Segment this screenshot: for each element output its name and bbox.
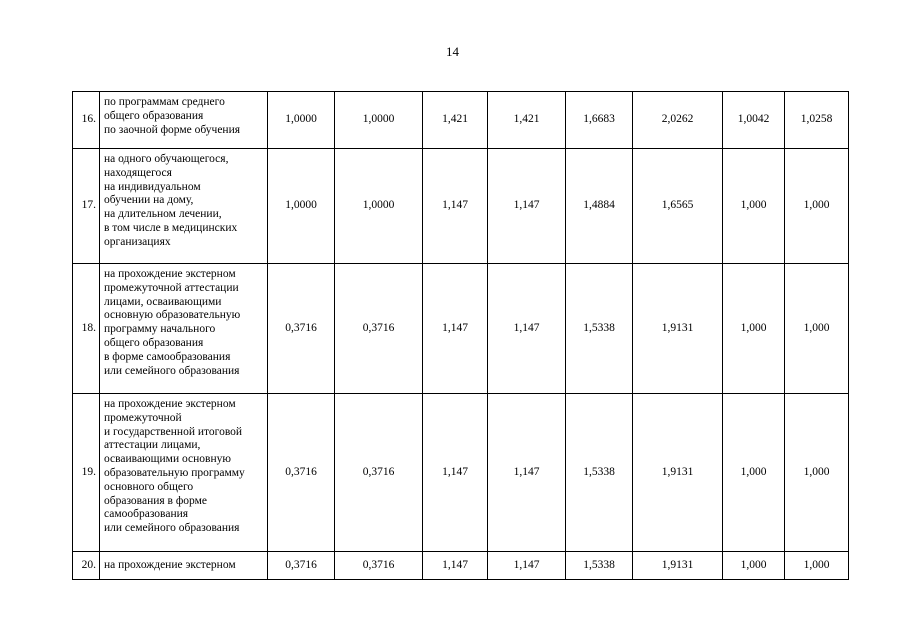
coefficient-cell: 1,000 xyxy=(723,552,785,580)
coefficient-cell: 1,6565 xyxy=(633,149,723,264)
coefficient-cell: 1,147 xyxy=(488,149,566,264)
row-label: на прохождение экстерном промежуточной аттестации лицами, осваивающими основную образовательную программу начального общего образования в форме самообразования или семейного образования xyxy=(100,264,268,394)
coefficient-cell: 1,000 xyxy=(723,394,785,552)
coefficient-cell: 1,421 xyxy=(423,92,488,149)
table-row xyxy=(73,552,849,580)
row-number: 17. xyxy=(73,149,100,264)
coefficient-cell: 1,147 xyxy=(423,264,488,394)
coefficient-cell: 1,9131 xyxy=(633,552,723,580)
row-label: по программам среднего общего образования по заочной форме обучения xyxy=(100,92,268,149)
coefficient-cell: 0,3716 xyxy=(268,264,335,394)
coefficient-cell: 1,147 xyxy=(423,149,488,264)
coefficient-cell: 1,000 xyxy=(785,149,849,264)
row-label: на одного обучающегося, находящегося на индивидуальном обучении на дому, на длительном лечении, в том числе в медицинских организациях xyxy=(100,149,268,264)
table-row xyxy=(73,92,849,149)
coefficient-cell: 1,5338 xyxy=(566,552,633,580)
coefficient-cell: 1,000 xyxy=(785,552,849,580)
coefficient-cell: 0,3716 xyxy=(268,394,335,552)
coefficient-cell: 1,5338 xyxy=(566,394,633,552)
table-row xyxy=(73,394,849,552)
coefficient-cell: 1,000 xyxy=(723,149,785,264)
coefficient-cell: 1,0000 xyxy=(335,149,423,264)
coefficient-cell: 1,0258 xyxy=(785,92,849,149)
row-number: 19. xyxy=(73,394,100,552)
coefficient-cell: 1,147 xyxy=(488,394,566,552)
coefficient-cell: 1,9131 xyxy=(633,264,723,394)
coefficient-cell: 1,421 xyxy=(488,92,566,149)
table-body xyxy=(73,92,849,580)
coefficient-cell: 1,6683 xyxy=(566,92,633,149)
coefficient-cell: 1,0000 xyxy=(335,92,423,149)
coefficient-cell: 1,0000 xyxy=(268,149,335,264)
row-number: 16. xyxy=(73,92,100,149)
row-label: на прохождение экстерном xyxy=(100,552,268,580)
coefficient-cell: 0,3716 xyxy=(268,552,335,580)
coefficient-cell: 1,147 xyxy=(423,394,488,552)
coefficient-cell: 0,3716 xyxy=(335,264,423,394)
row-number: 18. xyxy=(73,264,100,394)
coefficient-cell: 1,5338 xyxy=(566,264,633,394)
page-number: 14 xyxy=(446,44,459,59)
coefficients-table xyxy=(72,91,849,580)
coefficient-cell: 1,0042 xyxy=(723,92,785,149)
coefficient-cell: 1,000 xyxy=(785,394,849,552)
coefficient-cell: 1,4884 xyxy=(566,149,633,264)
row-number: 20. xyxy=(73,552,100,580)
table-row xyxy=(73,264,849,394)
coefficient-cell: 1,000 xyxy=(723,264,785,394)
coefficient-cell: 2,0262 xyxy=(633,92,723,149)
coefficient-cell: 1,147 xyxy=(423,552,488,580)
coefficient-cell: 1,000 xyxy=(785,264,849,394)
table-row xyxy=(73,149,849,264)
coefficient-cell: 1,147 xyxy=(488,264,566,394)
coefficient-cell: 1,9131 xyxy=(633,394,723,552)
coefficient-cell: 1,0000 xyxy=(268,92,335,149)
coefficient-cell: 0,3716 xyxy=(335,394,423,552)
coefficient-cell: 0,3716 xyxy=(335,552,423,580)
row-label: на прохождение экстерном промежуточной и государственной итоговой аттестации лицами, осваивающими основную образовательную программу основного общего образования в форме самообразования или семейного образования xyxy=(100,394,268,552)
coefficient-cell: 1,147 xyxy=(488,552,566,580)
